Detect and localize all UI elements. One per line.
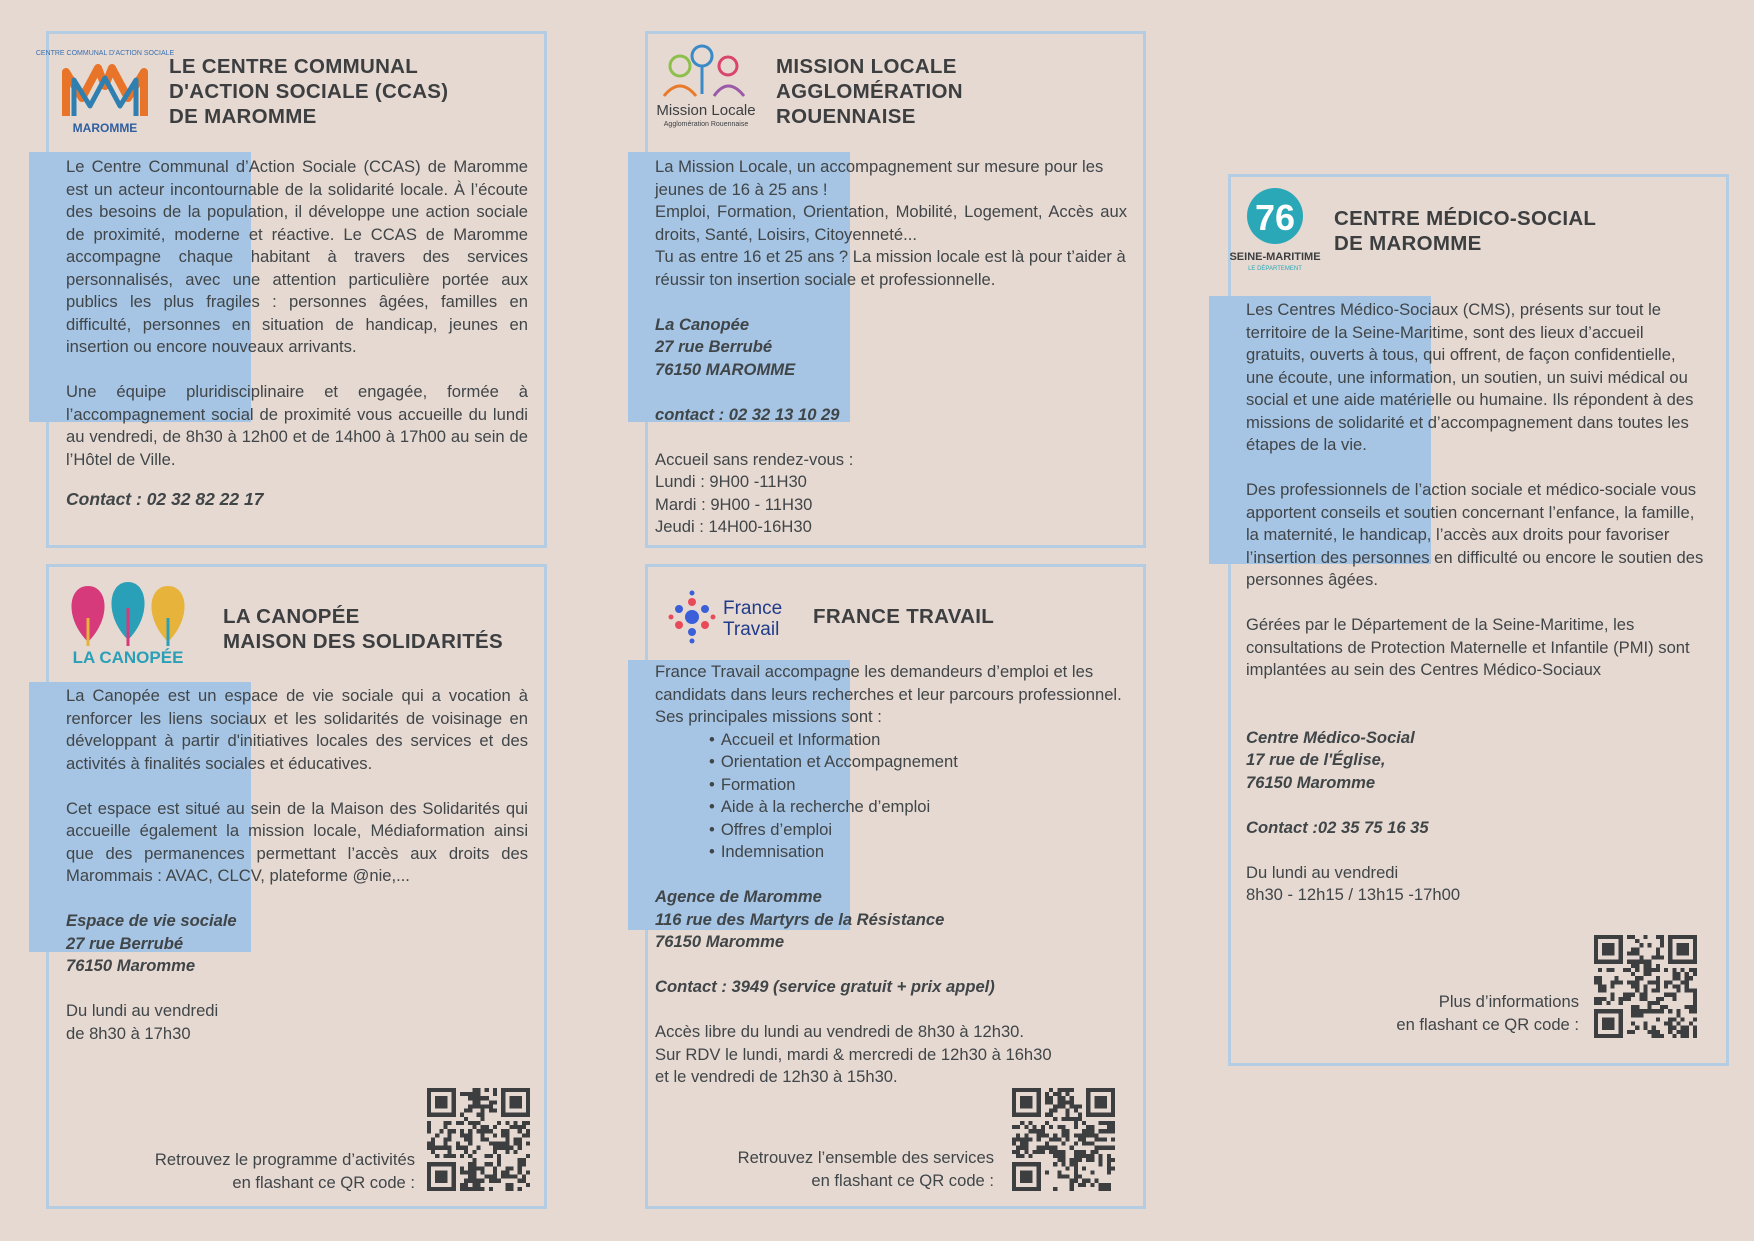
ccas-paragraph-2: Une équipe pluridisciplinaire et engagée, formée à l’accompagnement social de proximité vous accueille du lundi au vendredi, de 8h30 à 12h00 et de 14h00 à 17h00 au sein de l’Hôtel de Ville.: [66, 382, 528, 469]
france-travail-title: FRANCE TRAVAIL: [813, 605, 995, 628]
cms-paragraph-1: Les Centres Médico-Sociaux (CMS), présents sur tout le territoire de la Seine-Maritime, sont des lieux d’accueil gratuits, ouverts à tous, qui offrent, de façon confidentielle, une écoute, une information, un soutien, un suivi médical ou social et une aide matérielle ou humaine. Ils répondent à des missions de solidarité et d’accompagnement dans toutes les étapes de la vie.: [1246, 300, 1694, 454]
canopee-address-1: Espace de vie sociale: [66, 911, 237, 930]
canopee-address-3: 76150 Maromme: [66, 956, 196, 975]
france-travail-hours-2: Sur RDV le lundi, mardi & mercredi de 12h30 à 16h30: [655, 1044, 1052, 1064]
canopee-logo: [64, 578, 192, 666]
mission-address-2: 27 rue Berrubé: [655, 337, 773, 356]
mission-hours-2: Lundi : 9H00 -11H30: [655, 472, 807, 491]
canopee-qr-code[interactable]: [427, 1088, 530, 1191]
mission-logo-sub: Agglomération Rouennaise: [663, 121, 749, 128]
ccas-body: [66, 156, 528, 511]
list-item: • Offres d’emploi: [709, 819, 1127, 842]
mission-contact: contact : 02 32 13 10 29: [655, 404, 840, 424]
canopee-title: LA CANOPÉE MAISON DES SOLIDARITÉS: [223, 605, 503, 653]
cms-address-2: 17 rue de l'Église,: [1246, 750, 1386, 769]
mission-logo-name: Mission Locale: [656, 102, 756, 119]
cms-logo: [1229, 186, 1321, 272]
cms-paragraph-2: Des professionnels de l’action sociale et médico-sociale vous apportent conseils et soutien concernant l’enfance, la famille, la maternité, le handicap, l’accès aux droits pour favoriser l’insertion des personnes en difficulté ou encore le soutien des personnes âgées.: [1246, 480, 1704, 589]
list-item: • Indemnisation: [709, 841, 1127, 864]
ccas-logo: [35, 46, 175, 136]
canopee-paragraph-1: La Canopée est un espace de vie sociale qui a vocation à renforcer les liens sociaux et les solidarités de voisinage en développant à partir d'initiatives locales des services et des activités à finalités sociales et éducatives.: [66, 686, 528, 773]
cms-address-1: Centre Médico-Social: [1246, 727, 1415, 747]
list-item: • Aide à la recherche d’emploi: [709, 796, 1127, 819]
ccas-title: LE CENTRE COMMUNAL D'ACTION SOCIALE (CCAS) DE MAROMME: [169, 55, 449, 128]
mission-line-1: La Mission Locale, un accompagnement sur mesure pour les jeunes de 16 à 25 ans !: [655, 157, 1104, 199]
mission-hours-1: Accueil sans rendez-vous :: [655, 449, 854, 469]
france-travail-contact: Contact : 3949 (service gratuit + prix appel): [655, 977, 995, 996]
canopee-hours-1: Du lundi au vendredi: [66, 1001, 219, 1020]
cms-logo-sub: LE DÉPARTEMENT: [1248, 266, 1302, 272]
cms-logo-name: SEINE-MARITIME: [1229, 251, 1321, 263]
mission-hours-3: Mardi : 9H00 - 11H30: [655, 494, 813, 514]
cms-contact: Contact :02 35 75 16 35: [1246, 817, 1429, 837]
france-travail-address-1: Agence de Maromme: [655, 887, 822, 906]
list-item: • Formation: [709, 774, 1127, 797]
france-travail-address-2: 116 rue des Martyrs de la Résistance: [655, 909, 945, 929]
france-travail-qr-caption: Retrouvez l’ensemble des services en flashant ce QR code :: [737, 1148, 994, 1190]
mission-address-1: La Canopée: [655, 314, 750, 334]
mission-line-3: Tu as entre 16 et 25 ans ? La mission locale est là pour t’aider à réussir ton insertion sociale et professionnelle.: [655, 247, 1126, 289]
france-travail-qr-code[interactable]: [1012, 1088, 1115, 1191]
cms-address-3: 76150 Maromme: [1246, 772, 1376, 792]
mission-locale-body: [655, 156, 1127, 539]
mission-hours-4: Jeudi : 14H00-16H30: [655, 517, 812, 536]
cms-logo-number: 76: [1254, 197, 1296, 238]
ccas-contact: Contact : 02 32 82 22 17: [66, 489, 264, 509]
list-item: • Orientation et Accompagnement: [709, 751, 1127, 774]
mission-locale-logo: [658, 42, 754, 130]
cms-hours-2: 8h30 - 12h15 / 13h15 -17h00: [1246, 885, 1461, 904]
mission-address-3: 76150 MAROMME: [655, 359, 796, 379]
cms-paragraph-3: Gérées par le Département de la Seine-Maritime, les consultations de Protection Maternelle et Infantile (PMI) sont implantées au sein des Centres Médico-Sociaux: [1246, 615, 1690, 679]
ccas-logo-top-text: CENTRE COMMUNAL D'ACTION SOCIALE: [35, 50, 175, 57]
france-travail-logo-line2: Travail: [723, 619, 780, 640]
cms-qr-code[interactable]: [1594, 935, 1697, 1038]
mission-locale-title: MISSION LOCALE AGGLOMÉRATION ROUENNAISE: [776, 55, 963, 128]
france-travail-missions: [655, 729, 1127, 864]
france-travail-intro: France Travail accompagne les demandeurs d’emploi et les candidats dans leurs recherches et leur parcours professionnel. Ses principales missions sont :: [655, 662, 1122, 726]
canopee-logo-name: LA CANOPÉE: [72, 648, 184, 667]
canopee-qr-caption: Retrouvez le programme d’activités en flashant ce QR code :: [154, 1150, 415, 1192]
canopee-hours-2: de 8h30 à 17h30: [66, 1023, 191, 1043]
france-travail-hours-3: et le vendredi de 12h30 à 15h30.: [655, 1067, 898, 1086]
mission-line-2: Emploi, Formation, Orientation, Mobilité, Logement, Accès aux droits, Santé, Loisirs, Citoyenneté...: [655, 202, 1127, 244]
cms-title: CENTRE MÉDICO-SOCIAL DE MAROMME: [1334, 207, 1597, 255]
cms-body: [1246, 299, 1706, 907]
ccas-logo-bottom-text: MAROMME: [72, 121, 138, 135]
france-travail-hours-1: Accès libre du lundi au vendredi de 8h30 à 12h30.: [655, 1022, 1025, 1041]
canopee-paragraph-2: Cet espace est situé au sein de la Maison des Solidarités qui accueille également la mission locale, Médiaformation ainsi que des permanences permettant l’accès aux droits des Marommais : AVAC, CLCV, plateforme @nie,...: [66, 798, 528, 885]
france-travail-logo-line1: France: [723, 598, 783, 619]
canopee-body: [66, 685, 528, 1045]
france-travail-body: [655, 661, 1127, 1089]
france-travail-address-3: 76150 Maromme: [655, 932, 785, 951]
ccas-paragraph-1: Le Centre Communal d’Action Sociale (CCAS) de Maromme est un acteur incontournable de la solidarité locale. À l’écoute des besoins de la population, il développe une action sociale de proximité, moderne et réactive. Le CCAS de Maromme accompagne chaque habitant à travers des services personnalisés, avec une attention particulière portée aux publics les plus fragiles : personnes âgées, familles en difficulté, personnes en situation de handicap, jeunes en insertion ou encore nouveaux arrivants.: [66, 157, 528, 356]
canopee-address-2: 27 rue Berrubé: [66, 933, 184, 953]
cms-hours-1: Du lundi au vendredi: [1246, 862, 1399, 882]
list-item: • Accueil et Information: [709, 729, 1127, 752]
france-travail-logo: [666, 590, 796, 644]
cms-qr-caption: Plus d’informations en flashant ce QR code :: [1396, 992, 1579, 1034]
